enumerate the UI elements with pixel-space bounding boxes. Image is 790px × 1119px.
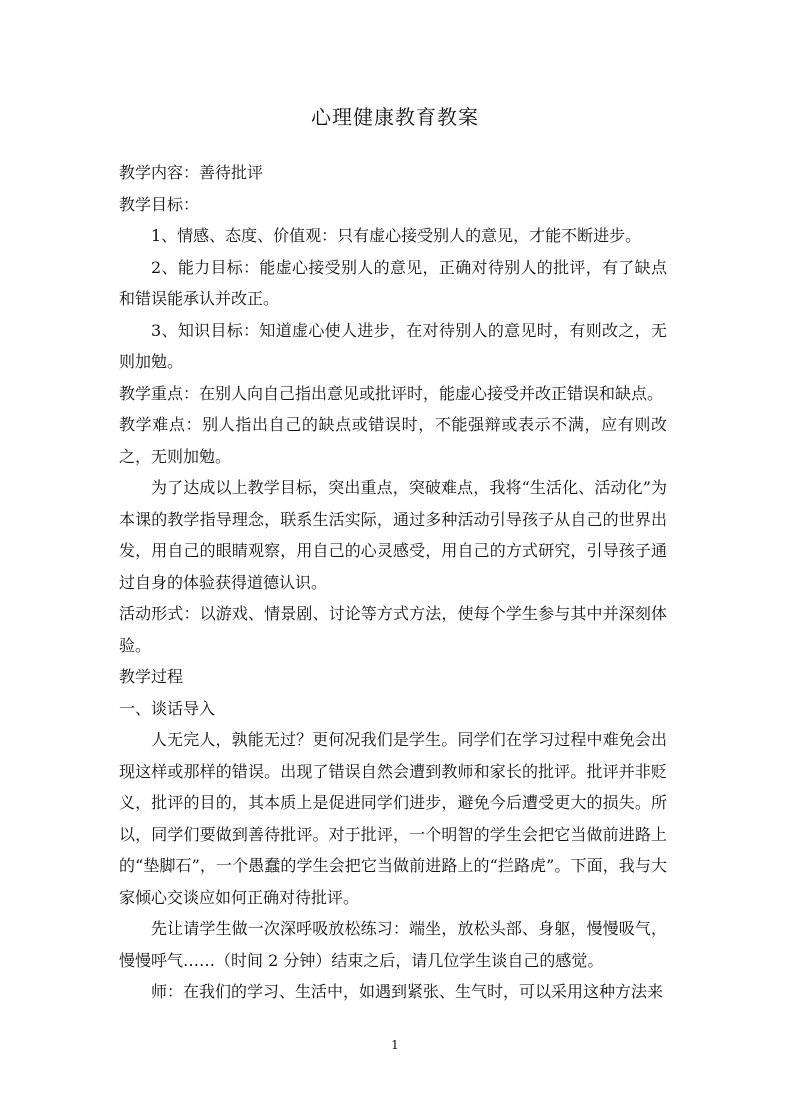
- breathing-exercise-paragraph: 先让请学生做一次深呼吸放松练习：端坐，放松头部、身躯，慢慢吸气，慢慢呼气……（时间 2 分钟）结束之后，请几位学生谈自己的感觉。: [119, 919, 667, 970]
- teaching-process-heading: 教学过程: [119, 667, 184, 686]
- teaching-content: 教学内容：善待批评: [119, 163, 264, 182]
- teaching-philosophy: 为了达成以上教学目标，突出重点，突破难点，我将“生活化、活动化”为本课的教学指导理念，联系生活实际，通过多种活动引导孩子从自己的世界出发，用自己的眼睛观察，用自己的心灵感受，用自己的方式研究，引导孩子通过自身的体验获得道德认识。: [119, 478, 667, 592]
- teacher-remark-paragraph: 师：在我们的学习、生活中，如遇到紧张、生气时，可以采用这种方法来: [151, 982, 664, 1001]
- goal-emotion: 1、情感、态度、价值观：只有虚心接受别人的意见，才能不断进步。: [151, 226, 642, 245]
- introduction-paragraph: 人无完人，孰能无过？更何况我们是学生。同学们在学习过程中难免会出现这样或那样的错误。出现了错误自然会遭到教师和家长的批评。批评并非贬义，批评的目的，其本质上是促进同学们进步，避免今后遭受更大的损失。所以，同学们要做到善待批评。对于批评，一个明智的学生会把它当做前进路上的“垫脚石”，一个愚蠢的学生会把它当做前进路上的“拦路虎”。下面，我与大家倾心交谈应如何正确对待批评。: [119, 730, 667, 907]
- goal-knowledge: 3、知识目标：知道虚心使人进步，在对待别人的意见时，有则改之，无则加勉。: [119, 320, 667, 371]
- teaching-key-point: 教学重点：在别人向自己指出意见或批评时，能虚心接受并改正错误和缺点。: [119, 383, 664, 403]
- page-number: 1: [391, 1038, 399, 1052]
- section-introduction-heading: 一、谈话导入: [119, 698, 216, 718]
- teaching-goals-heading: 教学目标：: [119, 194, 200, 214]
- document-body: [119, 157, 667, 1008]
- teaching-difficulty: 教学难点：别人指出自己的缺点或错误时，不能强辩或表示不满，应有则改之，无则加勉。: [119, 415, 667, 466]
- goal-ability: 2、能力目标：能虚心接受别人的意见，正确对待别人的批评，有了缺点和错误能承认并改正。: [119, 257, 667, 308]
- activity-form: 活动形式：以游戏、情景剧、讨论等方式方法，使每个学生参与其中并深刻体验。: [119, 604, 667, 655]
- document-title: 心理健康教育教案: [311, 105, 479, 129]
